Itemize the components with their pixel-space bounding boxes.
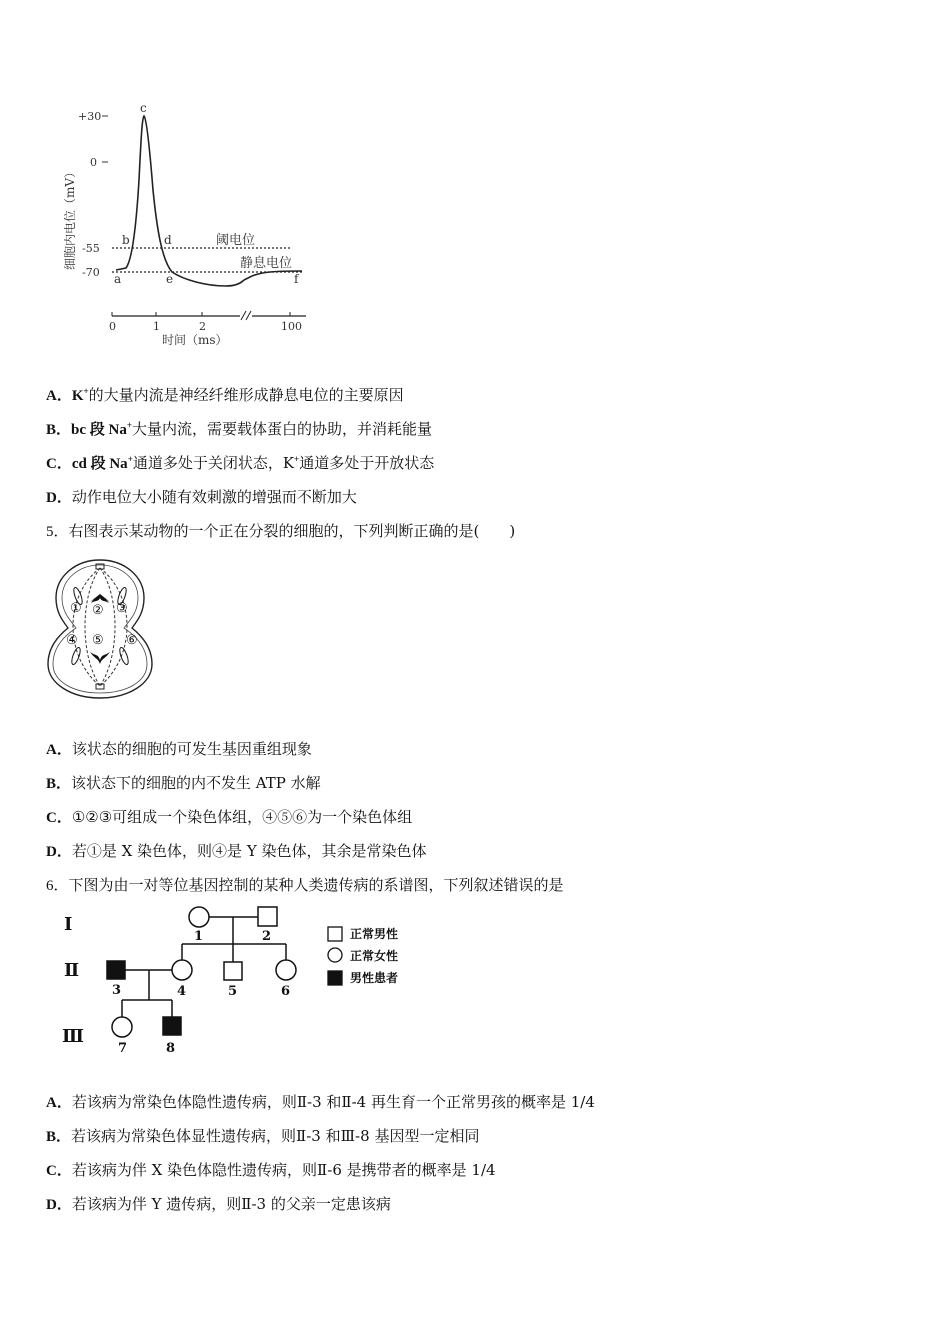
individual-II-4 bbox=[172, 960, 192, 980]
action-potential-figure bbox=[56, 100, 316, 350]
q5-option-d bbox=[46, 841, 427, 862]
x-tick-label: 2 bbox=[199, 320, 206, 333]
chromosome-label-1: ① bbox=[70, 601, 82, 616]
option-text: 大量内流，需要载体蛋白的协助，并消耗能量 bbox=[132, 420, 433, 438]
generation-label: Ⅱ bbox=[64, 960, 80, 981]
individual-II-5 bbox=[224, 962, 242, 980]
chromosome-label-5: ⑤ bbox=[92, 633, 104, 648]
point-label-f: f bbox=[294, 272, 299, 286]
option-letter: C． bbox=[46, 456, 72, 472]
generation-label: Ⅰ bbox=[64, 914, 73, 935]
q6-stem bbox=[46, 875, 564, 896]
option-letter: A． bbox=[46, 742, 72, 758]
chromosome-label-3: ③ bbox=[116, 601, 128, 616]
question-number: 6． bbox=[46, 878, 69, 894]
individual-number: 6 bbox=[281, 984, 291, 999]
y-tick-label: +30 bbox=[78, 110, 102, 123]
superscript: + bbox=[126, 420, 132, 430]
q5-option-a bbox=[46, 739, 312, 760]
resting-label: 静息电位 bbox=[240, 256, 293, 271]
chromosome-label-4: ④ bbox=[66, 633, 78, 648]
individual-III-7 bbox=[112, 1017, 132, 1037]
option-letter: C． bbox=[46, 1163, 72, 1179]
individual-I-1 bbox=[189, 907, 209, 927]
option-text: 若该病为常染色体显性遗传病，则Ⅱ-3 和Ⅲ-8 基因型一定相同 bbox=[71, 1127, 480, 1145]
legend-normal-male-label: 正常男性 bbox=[350, 927, 399, 941]
individual-I-2 bbox=[258, 907, 277, 926]
legend-affected-male-symbol bbox=[328, 971, 342, 985]
option-text: 通道多处于关闭状态，K bbox=[132, 454, 295, 472]
point-label-e: e bbox=[166, 272, 174, 286]
q5-option-b bbox=[46, 773, 321, 794]
point-label-c: c bbox=[140, 101, 147, 115]
generation-label: Ⅲ bbox=[62, 1026, 84, 1047]
question-text: 下图为由一对等位基因控制的某种人类遗传病的系谱图，下列叙述错误的是 bbox=[68, 876, 564, 894]
option-letter: B． bbox=[46, 1129, 72, 1145]
option-text: 若该病为常染色体隐性遗传病，则Ⅱ-3 和Ⅱ-4 再生育一个正常男孩的概率是 1/4 bbox=[71, 1093, 595, 1111]
option-letter: B． bbox=[46, 422, 72, 438]
option-text: ①②③可组成一个染色体组，④⑤⑥为一个染色体组 bbox=[71, 808, 413, 826]
individual-II-3 bbox=[107, 961, 125, 979]
q6-option-b bbox=[46, 1126, 479, 1147]
q4-option-c bbox=[46, 453, 434, 474]
question-number: 5． bbox=[46, 524, 69, 540]
option-text: K bbox=[71, 388, 84, 404]
q6-option-a bbox=[46, 1092, 595, 1113]
individual-number: 7 bbox=[118, 1041, 128, 1056]
option-text: 若该病为伴 Y 遗传病，则Ⅱ-3 的父亲一定患该病 bbox=[71, 1195, 391, 1213]
x-axis-label: 时间（ms） bbox=[162, 333, 228, 347]
x-tick-label: 100 bbox=[281, 320, 302, 333]
y-tick-label: -70 bbox=[82, 266, 100, 279]
q5-option-c bbox=[46, 807, 412, 828]
dividing-cell-figure bbox=[44, 556, 156, 702]
point-label-d: d bbox=[164, 233, 172, 247]
question-text: 右图表示某动物的一个正在分裂的细胞的，下列判断正确的是( ) bbox=[68, 522, 516, 540]
option-text: 若该病为伴 X 染色体隐性遗传病，则Ⅱ-6 是携带者的概率是 1/4 bbox=[71, 1161, 496, 1179]
legend-normal-female-label: 正常女性 bbox=[350, 949, 399, 963]
option-text: 动作电位大小随有效刺激的增强而不断加大 bbox=[71, 488, 357, 506]
legend-normal-male-symbol bbox=[328, 927, 342, 941]
superscript: + bbox=[294, 454, 300, 464]
chromosome-label-6: ⑥ bbox=[126, 633, 138, 648]
chromosome-label-2: ② bbox=[92, 603, 104, 618]
individual-II-6 bbox=[276, 960, 296, 980]
individual-number: 4 bbox=[177, 984, 187, 999]
option-text: 该状态的细胞的可发生基因重组现象 bbox=[71, 740, 312, 758]
option-text: 若①是 X 染色体，则④是 Y 染色体，其余是常染色体 bbox=[71, 842, 427, 860]
option-text: 通道多处于开放状态 bbox=[299, 454, 435, 472]
option-text: cd 段 Na bbox=[71, 456, 128, 472]
y-tick-label: -55 bbox=[82, 242, 100, 255]
superscript: + bbox=[127, 454, 133, 464]
point-label-a: a bbox=[114, 272, 122, 286]
option-text: 该状态下的细胞的内不发生 ATP 水解 bbox=[71, 774, 321, 792]
q5-stem bbox=[46, 521, 515, 542]
option-letter: B． bbox=[46, 776, 72, 792]
pedigree-chart bbox=[56, 900, 426, 1060]
superscript: + bbox=[83, 386, 89, 396]
y-axis-label: 细胞内电位（mV） bbox=[63, 165, 77, 270]
legend-normal-female-symbol bbox=[328, 948, 342, 962]
option-letter: A． bbox=[46, 388, 72, 404]
q4-option-a bbox=[46, 385, 404, 406]
point-label-b: b bbox=[122, 233, 130, 247]
legend-affected-male-label: 男性患者 bbox=[350, 971, 399, 985]
potential-curve bbox=[116, 116, 244, 286]
q4-option-b bbox=[46, 419, 432, 440]
individual-number: 1 bbox=[194, 929, 204, 944]
x-tick-label: 0 bbox=[109, 320, 116, 333]
option-letter: D． bbox=[46, 490, 72, 506]
option-letter: D． bbox=[46, 1197, 72, 1213]
q4-option-d bbox=[46, 487, 357, 508]
option-text: 的大量内流是神经纤维形成静息电位的主要原因 bbox=[88, 386, 404, 404]
option-letter: D． bbox=[46, 844, 72, 860]
individual-number: 8 bbox=[166, 1041, 176, 1056]
x-tick-label: 1 bbox=[153, 320, 160, 333]
q6-option-d bbox=[46, 1194, 391, 1215]
y-tick-label: 0 bbox=[90, 156, 97, 169]
option-letter: A． bbox=[46, 1095, 72, 1111]
individual-III-8 bbox=[163, 1017, 181, 1035]
individual-number: 5 bbox=[228, 984, 238, 999]
option-letter: C． bbox=[46, 810, 72, 826]
q6-option-c bbox=[46, 1160, 496, 1181]
individual-number: 2 bbox=[262, 929, 272, 944]
threshold-label: 阈电位 bbox=[216, 233, 256, 248]
option-text: bc 段 Na bbox=[71, 422, 127, 438]
individual-number: 3 bbox=[112, 983, 122, 998]
